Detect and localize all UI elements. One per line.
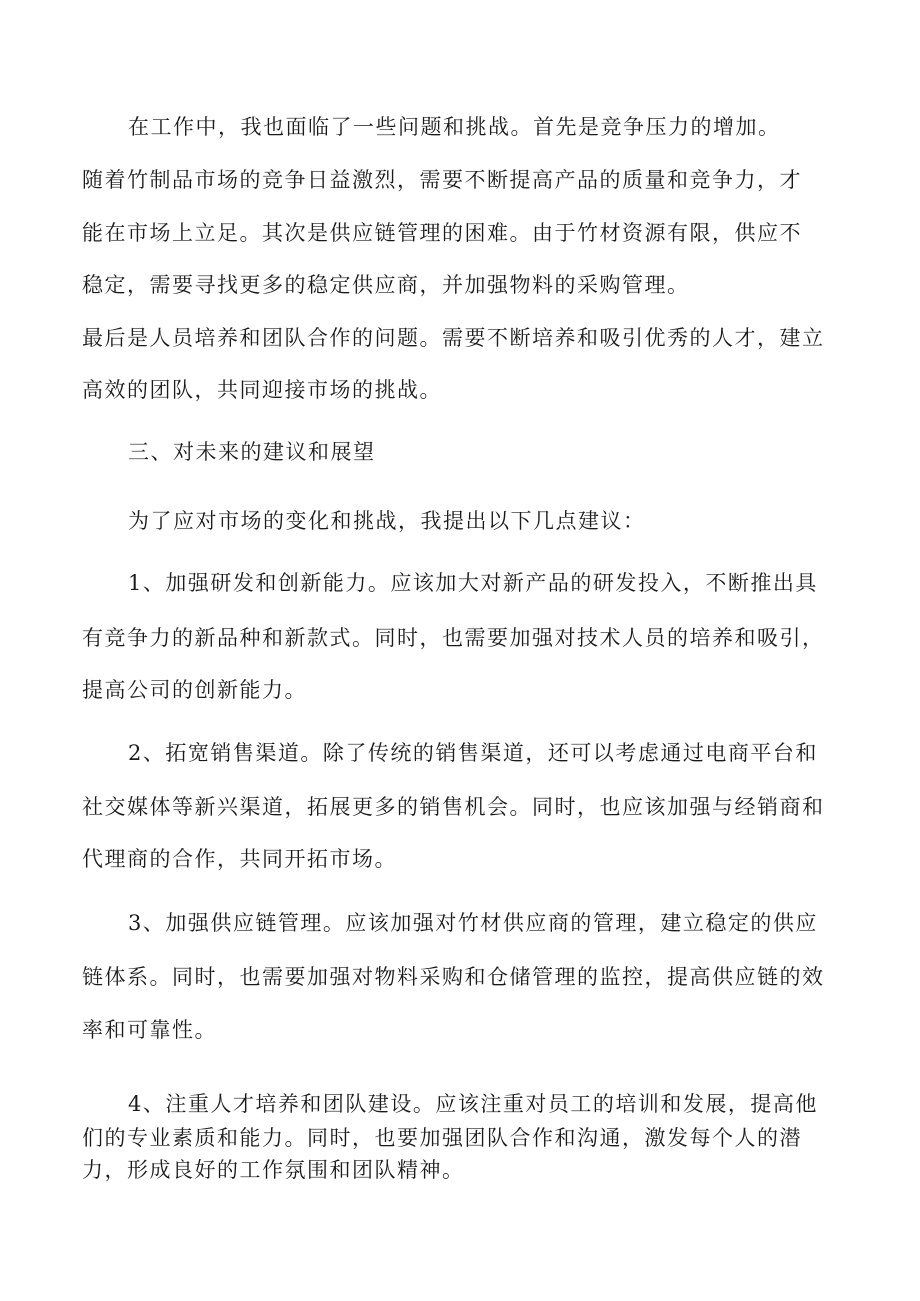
text-line: 3、加强供应链管理。应该加强对竹材供应商的管理，建立稳定的供应 xyxy=(128,911,818,935)
text-line: 4、注重人才培养和团队建设。应该注重对员工的培训和发展，提高他 xyxy=(128,1092,818,1116)
text-line: 2、拓宽销售渠道。除了传统的销售渠道，还可以考虑通过电商平台和 xyxy=(128,741,818,765)
text-line: 稳定，需要寻找更多的稳定供应商，并加强物料的采购管理。 xyxy=(82,273,690,297)
text-line: 能在市场上立足。其次是供应链管理的困难。由于竹材资源有限，供应不 xyxy=(82,221,802,245)
section-heading: 三、对未来的建议和展望 xyxy=(128,440,376,464)
text-line: 1、加强研发和创新能力。应该加大对新产品的研发投入，不断推出具 xyxy=(128,571,818,595)
text-line: 链体系。同时，也需要加强对物料采购和仓储管理的监控，提高供应链的效 xyxy=(82,965,825,989)
text-line: 代理商的合作，共同开拓市场。 xyxy=(82,847,397,871)
text-line: 高效的团队，共同迎接市场的挑战。 xyxy=(82,378,442,402)
text-line: 力，形成良好的工作氛围和团队精神。 xyxy=(82,1158,465,1182)
text-line: 率和可靠性。 xyxy=(82,1018,217,1042)
text-line: 提高公司的创新能力。 xyxy=(82,678,307,702)
text-line: 最后是人员培养和团队合作的问题。需要不断培养和吸引优秀的人才，建立 xyxy=(82,326,825,350)
text-line: 们的专业素质和能力。同时，也要加强团队合作和沟通，激发每个人的潜 xyxy=(82,1126,802,1150)
text-line: 为了应对市场的变化和挑战，我提出以下几点建议： xyxy=(128,509,646,533)
text-line: 社交媒体等新兴渠道，拓展更多的销售机会。同时，也应该加强与经销商和 xyxy=(82,795,825,819)
text-line: 随着竹制品市场的竞争日益激烈，需要不断提高产品的质量和竞争力，才 xyxy=(82,168,802,192)
text-line: 在工作中，我也面临了一些问题和挑战。首先是竞争压力的增加。 xyxy=(128,115,781,139)
text-line: 有竞争力的新品种和新款式。同时，也需要加强对技术人员的培养和吸引， xyxy=(82,626,825,650)
